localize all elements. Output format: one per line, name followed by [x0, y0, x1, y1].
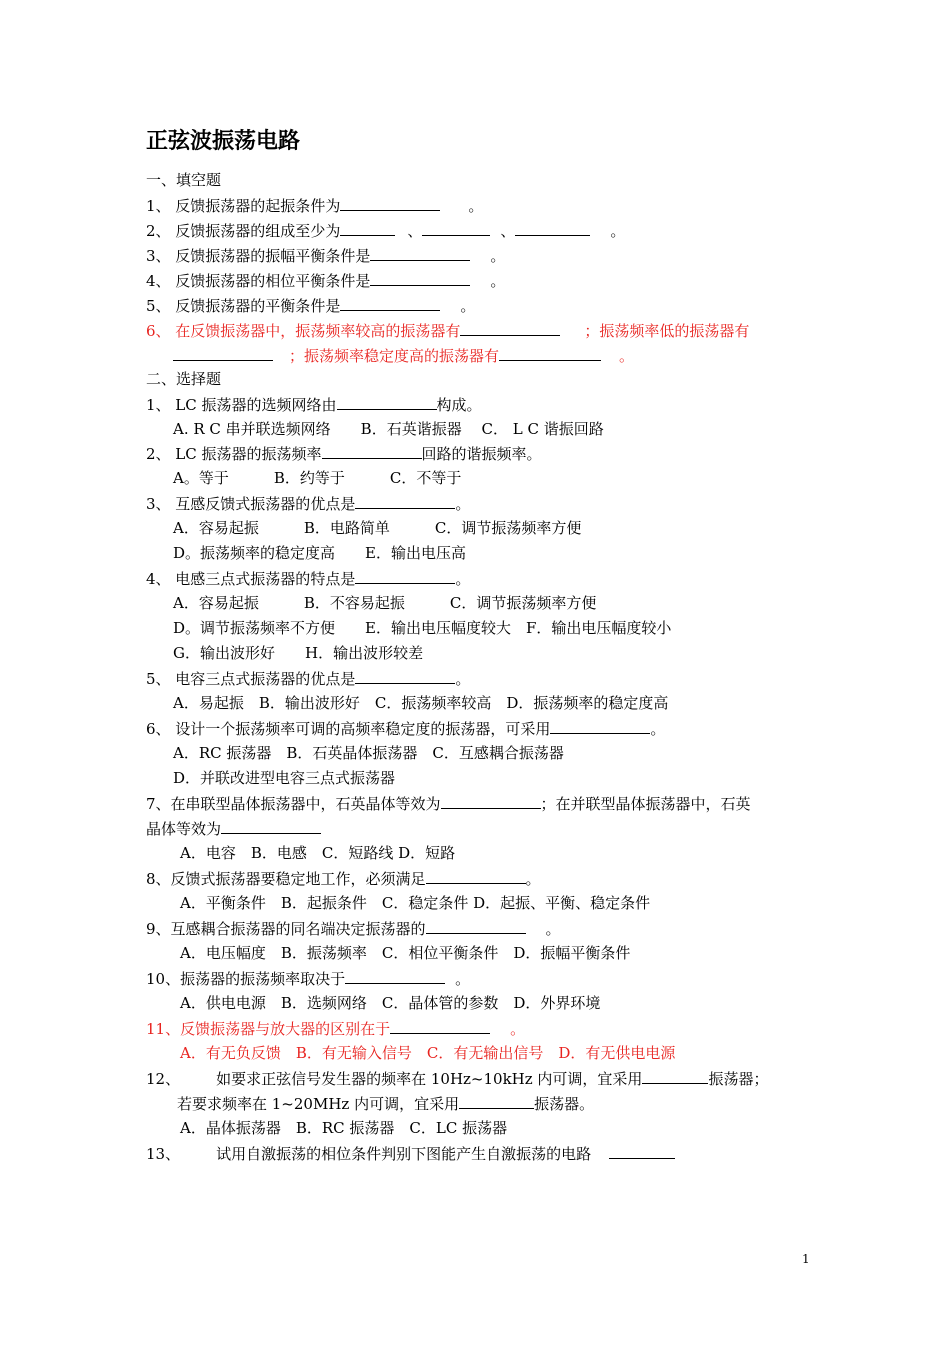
choice-question-11: 11、反馈振荡器与放大器的区别在于 。 — [146, 1020, 526, 1038]
answer-blank[interactable] — [459, 1093, 534, 1109]
answer-blank[interactable] — [345, 968, 445, 984]
choice-question-4: 4、 电感三点式振荡器的特点是 。 — [146, 570, 471, 588]
choice-question-10: 10、振荡器的振荡频率取决于 。 — [146, 970, 471, 988]
choice-question-5: 5、 电容三点式振荡器的优点是 。 — [146, 670, 471, 688]
answer-blank[interactable] — [370, 270, 470, 286]
choice-options-4b: D。调节振荡频率不方便 E．输出电压幅度较大 F．输出电压幅度较小 — [173, 619, 672, 637]
fill-question-1: 1、 反馈振荡器的起振条件为 。 — [146, 197, 484, 215]
fill-question-4: 4、 反馈振荡器的相位平衡条件是 。 — [146, 272, 506, 290]
answer-blank[interactable] — [221, 818, 321, 834]
choice-options-3b: D。振荡频率的稳定度高 E．输出电压高 — [173, 544, 466, 562]
choice-options-8: A．平衡条件 B．起振条件 C．稳定条件 D．起振、平衡、稳定条件 — [180, 894, 651, 912]
answer-blank[interactable] — [515, 220, 590, 236]
page-title: 正弦波振荡电路 — [146, 129, 301, 154]
choice-options-5: A．易起振 B．输出波形好 C．振荡频率较高 D．振荡频率的稳定度高 — [173, 694, 669, 712]
choice-options-12: A．晶体振荡器 B．RC 振荡器 C．LC 振荡器 — [180, 1119, 508, 1137]
answer-blank[interactable] — [337, 394, 437, 410]
choice-options-7: A．电容 B．电感 C．短路线 D．短路 — [180, 844, 456, 862]
choice-options-6b: D．并联改进型电容三点式振荡器 — [173, 769, 396, 787]
answer-blank[interactable] — [441, 793, 541, 809]
answer-blank[interactable] — [609, 1143, 675, 1159]
fill-question-6-cont: ；振荡频率稳定度高的振荡器有 。 — [173, 345, 634, 366]
answer-blank[interactable] — [550, 718, 650, 734]
choice-question-7: 7、在串联型晶体振荡器中，石英晶体等效为 ；在并联型晶体振荡器中，石英 — [146, 795, 751, 813]
answer-blank[interactable] — [355, 668, 455, 684]
choice-options-6a: A．RC 振荡器 B．石英晶体振荡器 C．互感耦合振荡器 — [173, 744, 564, 762]
fill-question-5: 5、 反馈振荡器的平衡条件是 。 — [146, 297, 476, 315]
choice-options-1: A. R C 串并联选频网络 B．石英谐振器 C． L C 谐振回路 — [173, 420, 604, 438]
answer-blank[interactable] — [355, 568, 455, 584]
choice-question-12-cont: 若要求频率在 1~20MHz 内可调，宜采用 振荡器。 — [177, 1095, 595, 1113]
answer-blank[interactable] — [340, 220, 395, 236]
answer-blank[interactable] — [340, 295, 440, 311]
answer-blank[interactable] — [460, 320, 560, 336]
fill-question-2: 2、 反馈振荡器的组成至少为 、 、 。 — [146, 222, 626, 240]
choice-question-13: 13、 试用自激振荡的相位条件判别下图能产生自激振荡的电路 — [146, 1143, 675, 1164]
answer-blank[interactable] — [499, 345, 601, 361]
answer-blank[interactable] — [322, 443, 422, 459]
choice-question-6: 6、 设计一个振荡频率可调的高频率稳定度的振荡器，可采用 。 — [146, 720, 666, 738]
choice-options-4a: A．容易起振 B．不容易起振 C．调节振荡频率方便 — [173, 594, 597, 612]
choice-question-7-cont: 晶体等效为 — [146, 818, 321, 839]
answer-blank[interactable] — [390, 1018, 490, 1034]
choice-options-3a: A．容易起振 B．电路简单 C．调节振荡频率方便 — [173, 519, 582, 537]
choice-options-2: A。等于 B．约等于 C．不等于 — [173, 469, 462, 487]
answer-blank[interactable] — [642, 1068, 708, 1084]
answer-blank[interactable] — [173, 345, 273, 361]
page-number: 1 — [802, 1252, 810, 1266]
fill-question-3: 3、 反馈振荡器的振幅平衡条件是 。 — [146, 247, 506, 265]
answer-blank[interactable] — [426, 868, 526, 884]
answer-blank[interactable] — [355, 493, 455, 509]
choice-question-8: 8、反馈式振荡器要稳定地工作，必须满足 。 — [146, 870, 541, 888]
answer-blank[interactable] — [340, 195, 440, 211]
choice-question-2: 2、 LC 振荡器的振荡频率 回路的谐振频率。 — [146, 445, 542, 463]
answer-blank[interactable] — [370, 245, 470, 261]
choice-options-4c: G．输出波形好 H．输出波形较差 — [173, 644, 424, 662]
choice-question-3: 3、 互感反馈式振荡器的优点是 。 — [146, 495, 471, 513]
fill-question-6: 6、 在反馈振荡器中，振荡频率较高的振荡器有 ；振荡频率低的振荡器有 — [146, 322, 750, 340]
section-choice-heading: 二、选择题 — [146, 370, 222, 388]
choice-options-11: A．有无负反馈 B．有无输入信号 C．有无输出信号 D．有无供电电源 — [180, 1044, 676, 1062]
choice-options-10: A．供电电源 B．选频网络 C．晶体管的参数 D．外界环境 — [180, 994, 601, 1012]
choice-question-1: 1、 LC 振荡器的选频网络由 构成。 — [146, 396, 482, 414]
section-fill-heading: 一、填空题 — [146, 171, 222, 189]
choice-question-12: 12、 如要求正弦信号发生器的频率在 10Hz~10kHz 内可调，宜采用 振荡器； — [146, 1070, 769, 1088]
answer-blank[interactable] — [426, 918, 526, 934]
choice-options-9: A．电压幅度 B．振荡频率 C．相位平衡条件 D．振幅平衡条件 — [180, 944, 631, 962]
choice-question-9: 9、互感耦合振荡器的同名端决定振荡器的 。 — [146, 920, 561, 938]
answer-blank[interactable] — [422, 220, 490, 236]
